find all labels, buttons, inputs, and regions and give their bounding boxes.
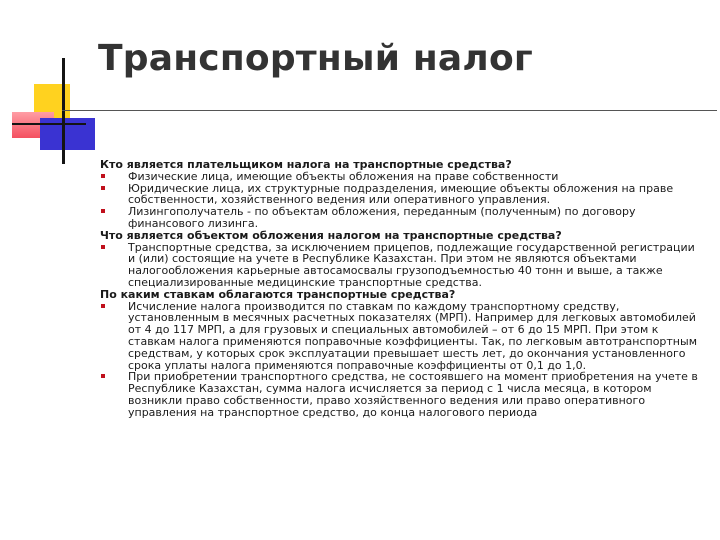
list-item-text: Лизингополучатель - по объектам обложения, переданным (полученным) по договору финансового лизинга. bbox=[128, 205, 636, 230]
list-item-text: Физические лица, имеющие объекты обложения на праве собственности bbox=[128, 169, 559, 183]
list-item bbox=[100, 206, 705, 230]
list-item-text: Юридические лица, их структурные подразделения, имеющие объекты обложения на праве собственности, хозяйственного ведения или оперативного управления. bbox=[128, 181, 674, 207]
square-bullet-icon bbox=[101, 174, 105, 178]
list-item bbox=[100, 183, 705, 207]
slide-content bbox=[100, 159, 705, 419]
list-item-text: При приобретении транспортного средства, не состоявшего на момент приобретения на учете в Республике Казахстан, сумма налога исчисляется за период с 1 числа месяца, в котором возникли право собственности, право хозяйственного ведения или право оперативного управления на транспортное средство, до конца налогового периода bbox=[128, 370, 698, 419]
title-divider bbox=[62, 110, 717, 111]
square-bullet-icon bbox=[101, 186, 105, 190]
square-bullet-icon bbox=[101, 209, 105, 213]
question-heading: Что является объектом обложения налогом на транспортные средства? bbox=[100, 228, 562, 242]
list-item-text: Транспортные средства, за исключением прицепов, подлежащие государственной регистрации и (или) состоящие на учете в Республике Казахстан. При этом не являются объектами налогообложения карьерные автосамосвалы грузоподъемностью 40 тонн и выше, а также специализированные медицинские транспортные средства. bbox=[128, 240, 695, 289]
vertical-line-decoration bbox=[62, 58, 65, 164]
horizontal-line-decoration bbox=[12, 123, 86, 125]
list-item-text: Исчисление налога производится по ставкам по каждому транспортному средству, установленным в месячных расчетных показателях (МРП). Например для легковых автомобилей от 4 до 117 МРП, а для грузовых и специальных автомобилей – от 6 до 15 МРП. При этом к ставкам налога применяются поправочные коэффициенты. Так, по легковым автотранспортным средствам, у которых срок эксплуатации превышает шесть лет, до окончания установленного срока уплаты налога применяются поправочные коэффициенты от 0,1 до 1,0. bbox=[128, 299, 697, 372]
list-item bbox=[100, 301, 705, 372]
list-item bbox=[100, 371, 705, 418]
question-heading: По каким ставкам облагаются транспортные средства? bbox=[100, 287, 456, 301]
list-item bbox=[100, 242, 705, 289]
square-bullet-icon bbox=[101, 374, 105, 378]
square-bullet-icon bbox=[101, 245, 105, 249]
page-title: Транспортный налог bbox=[98, 38, 533, 79]
question-heading: Кто является плательщиком налога на транспортные средства? bbox=[100, 158, 512, 171]
square-bullet-icon bbox=[101, 304, 105, 308]
